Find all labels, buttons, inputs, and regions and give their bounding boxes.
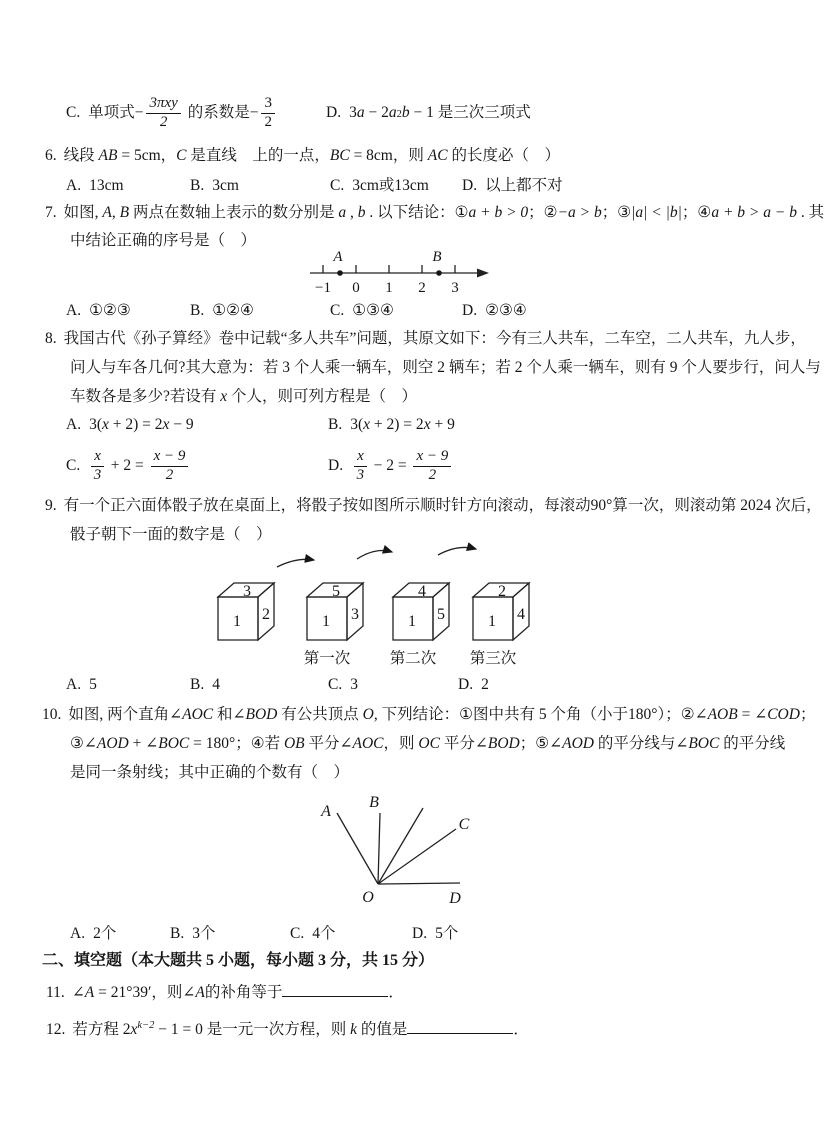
option-letter: A.: [66, 302, 82, 319]
die-front-number: 1: [322, 613, 330, 630]
tick-label: 3: [451, 280, 459, 296]
option-text: ②③④: [485, 302, 527, 319]
roll-label-2: 第二次: [389, 650, 437, 667]
q9-option-d: [458, 675, 489, 695]
q8-options-row-cd: [0, 442, 793, 490]
die-roll-2: [393, 583, 449, 640]
die-top-number: 2: [498, 583, 506, 600]
q8-stem-line3: [70, 387, 417, 407]
question-text: 是同一条射线；其中正确的个数有（ ）: [70, 764, 350, 781]
option-letter: B.: [170, 925, 185, 942]
number-line-figure: [303, 247, 498, 299]
dice-figure: [195, 540, 575, 672]
q10-option-c: [290, 924, 335, 944]
q12-stem: [46, 1016, 529, 1040]
ray-oa: [337, 813, 378, 884]
option-text: 以上都不对: [485, 177, 563, 194]
option-letter: B.: [190, 177, 205, 194]
option-letter: B.: [190, 676, 205, 693]
q10-option-b: [170, 924, 215, 944]
point-a-dot: [337, 270, 343, 276]
option-letter: C.: [66, 457, 81, 474]
option-letter: D.: [462, 302, 478, 319]
die-top-number: 4: [418, 583, 426, 600]
q10-stem-line1: [42, 705, 815, 725]
q9-option-a: [66, 675, 97, 695]
ray-unlabeled: [378, 808, 423, 884]
q8-option-c: [66, 442, 191, 490]
option-letter: C.: [330, 302, 345, 319]
q8-option-a: [66, 415, 194, 435]
option-letter: B.: [328, 416, 343, 433]
q6-option-d: [462, 176, 563, 196]
question-number: 7.: [45, 204, 57, 221]
q9-option-c: [328, 675, 358, 695]
option-text: 4个: [312, 925, 336, 942]
question-text: 如图, 两个直角∠AOC 和∠BOD 有公共顶点 O, 下列结论：①图中共有 5 个角（小于180°）；②∠AOB = ∠COD；: [68, 706, 816, 723]
q10-stem-line2: [70, 734, 785, 754]
option-text: 4: [212, 676, 220, 693]
option-text: 3个: [192, 925, 216, 942]
question-number: 11.: [46, 984, 65, 1001]
question-text: 线段 AB = 5cm，C 是直线 上的一点，BC = 8cm，则 AC 的长度必（ ）: [63, 147, 560, 164]
option-letter: A.: [70, 925, 86, 942]
question-number: 12.: [46, 1021, 66, 1039]
option-letter: C.: [328, 676, 343, 693]
q6-option-a: [66, 176, 124, 196]
roll-label-1: 第一次: [303, 650, 351, 667]
die-front-number: 1: [488, 613, 496, 630]
option-letter: A.: [66, 177, 82, 194]
roll-label-3: 第三次: [469, 650, 517, 667]
q6-option-c: [330, 176, 429, 196]
option-text: 3cm: [212, 177, 239, 194]
option-text: 5: [89, 676, 97, 693]
option-text: 13cm: [89, 177, 124, 194]
die-roll-3: [473, 583, 529, 640]
option-text: 2: [481, 676, 489, 693]
point-a-label: A: [333, 249, 343, 265]
option-letter: A.: [66, 676, 82, 693]
option-text: 单项式 − $\frac{\text{3πxy}}{2}$ 的系数是 − $\frac{3}{2}$: [88, 95, 278, 131]
q6-stem: [45, 146, 560, 166]
q7-option-d: [462, 301, 527, 321]
label-c: C: [458, 816, 470, 833]
question-number: 10.: [42, 706, 62, 723]
ray-od: [378, 883, 460, 884]
point-b-dot: [436, 270, 442, 276]
option-text: 3cm或13cm: [352, 177, 429, 194]
q8-option-d: [328, 442, 454, 490]
q5-option-d: [326, 89, 531, 137]
die-top-number: 5: [332, 583, 340, 600]
option-text: 3(x + 2) = 2x − 9: [89, 416, 194, 433]
question-number: 9.: [45, 497, 57, 514]
option-letter: A.: [66, 416, 82, 433]
tick-label: 2: [418, 280, 426, 296]
q6-option-b: [190, 176, 239, 196]
q5-option-c: [66, 89, 278, 137]
option-letter: C.: [290, 925, 305, 942]
q11-stem: [46, 983, 404, 1003]
answer-blank: [282, 983, 388, 997]
answer-blank: [407, 1020, 513, 1034]
option-letter: D.: [458, 676, 474, 693]
question-text: 中结论正确的序号是（ ）: [70, 232, 257, 249]
option-text: ①②③: [89, 302, 131, 319]
angle-rays-figure: [298, 783, 523, 918]
roll-arrow-2: [357, 551, 392, 559]
q7-option-c: [330, 301, 394, 321]
die-front-number: 1: [408, 613, 416, 630]
question-text: 我国古代《孙子算经》卷中记载“多人共车”问题，其原文如下：今有三人共车，二车空，二人共车，九人步，: [63, 330, 806, 347]
option-text: 3 a − 2 a 2 b − 1 是三次三项式: [349, 104, 531, 121]
q7-stem-line2: [70, 231, 256, 251]
die-right-number: 3: [351, 606, 359, 623]
option-letter: D.: [326, 104, 342, 121]
option-text: 5个: [435, 925, 459, 942]
section-title: 二、填空题（本大题共 5 小题，每小题 3 分，共 15 分）: [42, 952, 435, 969]
roll-arrow-1: [277, 559, 314, 567]
question-text: 若方程 $2x^{k-2} - 1 = 0$ 是一元一次方程，则 k 的值是 ．: [72, 1020, 529, 1039]
tick-label: −1: [315, 280, 331, 296]
q9-stem-line1: [45, 496, 822, 516]
q8-stem-line2: [70, 358, 821, 378]
q7-option-a: [66, 301, 131, 321]
q10-option-d: [412, 924, 458, 944]
option-text: ①③④: [352, 302, 394, 319]
section2-header: [42, 951, 434, 971]
question-text: 如图, A, B 两点在数轴上表示的数分别是 a , b . 以下结论：①a + b > 0；②−a > b；③|a| < |b|；④a + b > a − b . 其: [63, 204, 824, 221]
label-a: A: [321, 803, 331, 820]
question-number: 6.: [45, 147, 57, 164]
label-o: O: [362, 889, 374, 906]
die-roll-1: [307, 583, 363, 640]
die-top-number: 3: [243, 583, 251, 600]
die-right-number: 4: [517, 606, 525, 623]
q8-option-b: [328, 415, 455, 435]
tick-label: 0: [352, 280, 360, 296]
question-number: 8.: [45, 330, 57, 347]
die-right-number: 2: [262, 606, 270, 623]
q10-option-a: [70, 924, 116, 944]
q7-stem-line1: [45, 203, 824, 223]
label-d: D: [449, 890, 461, 907]
option-text: 2个: [93, 925, 117, 942]
axis-arrowhead: [477, 269, 489, 278]
q5-options-row: [0, 89, 793, 137]
q7-option-b: [190, 301, 254, 321]
q8-stem-line1: [45, 329, 806, 349]
roll-arrow-3: [438, 547, 476, 555]
die-right-number: 5: [437, 606, 445, 623]
option-text: $\frac{x}{3}$ + 2 = $\frac{x - 9}{2}$: [88, 448, 191, 484]
label-b: B: [369, 794, 379, 811]
ray-oc: [378, 829, 456, 884]
question-text: 问人与车各几何?其大意为：若 3 个人乘一辆车，则空 2 辆车；若 2 个人乘一辆车，则有 9 个人要步行，问人与: [70, 359, 821, 376]
question-text: 骰子朝下一面的数字是（ ）: [70, 526, 272, 543]
question-text: 有一个正六面体骰子放在桌面上，将骰子按如图所示顺时针方向滚动，每滚动90°算一次，则滚动第 2024 次后，: [63, 497, 822, 514]
option-text: 3(x + 2) = 2x + 9: [350, 416, 455, 433]
option-letter: D.: [412, 925, 428, 942]
tick-label: 1: [385, 280, 393, 296]
q9-option-b: [190, 675, 220, 695]
option-letter: C.: [330, 177, 345, 194]
option-letter: D.: [462, 177, 478, 194]
question-text: ∠A = 21°39′，则∠A的补角等于 ．: [71, 984, 404, 1001]
option-letter: B.: [190, 302, 205, 319]
die-start: [218, 583, 274, 640]
point-b-label: B: [432, 249, 442, 265]
option-letter: C.: [66, 104, 81, 121]
option-letter: D.: [328, 457, 344, 474]
die-front-number: 1: [233, 613, 241, 630]
option-text: $\frac{x}{3}$ − 2 = $\frac{x - 9}{2}$: [351, 448, 454, 484]
ray-ob: [378, 813, 380, 884]
question-text: ③∠AOD + ∠BOC = 180°；④若 OB 平分∠AOC，则 OC 平分∠BOD；⑤∠AOD 的平分线与∠BOC 的平分线: [70, 735, 786, 752]
q10-stem-line3: [70, 763, 349, 783]
question-text: 车数各是多少?若设有 x 个人，则可列方程是（ ）: [70, 388, 418, 405]
option-text: 3: [350, 676, 358, 693]
option-text: ①②④: [212, 302, 254, 319]
